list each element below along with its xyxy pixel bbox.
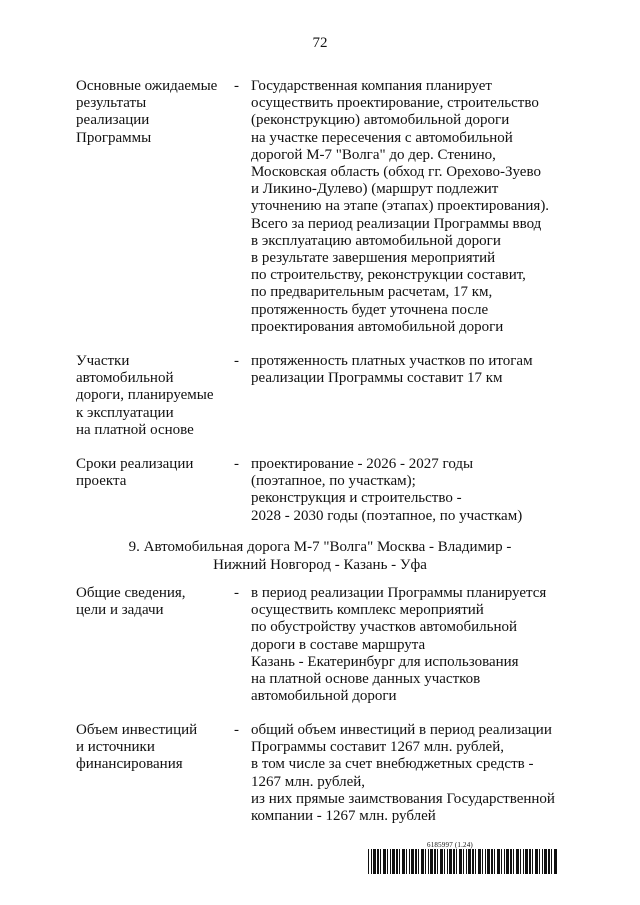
row-label (76, 456, 226, 490)
label-line: Сроки реализации (76, 456, 194, 472)
label-line: на платной основе (76, 421, 194, 438)
row-text (251, 78, 571, 336)
text-line: общий объем инвестиций в период реализации (251, 722, 552, 738)
row-dash: - (234, 353, 239, 369)
text-line: уточнению на этапе (этапах) проектирования). (251, 198, 550, 215)
label-line: Основные ожидаемые (76, 78, 218, 94)
text-line: реализации Программы составит 17 км (251, 370, 503, 387)
label-line: финансирования (76, 756, 183, 773)
text-line: 1267 млн. рублей, (251, 773, 366, 790)
text-line: по обустройству участков автомобильной (251, 619, 518, 636)
row-label (76, 353, 226, 439)
label-line: реализации (76, 112, 150, 129)
row-dash: - (234, 78, 239, 94)
text-line: в том числе за счет внебюджетных средств - (251, 756, 534, 773)
text-line: 2028 - 2030 годы (поэтапное, по участкам) (251, 507, 523, 524)
label-line: Участки (76, 353, 130, 369)
text-line: реконструкция и строительство - (251, 490, 462, 507)
label-line: и источники (76, 739, 155, 756)
text-line: протяженность будет уточнена после (251, 301, 489, 318)
row-dash: - (234, 585, 239, 601)
text-line: Государственная компания планирует (251, 78, 492, 94)
label-line: Общие сведения, (76, 585, 186, 601)
page-number: 72 (312, 35, 328, 51)
row-label (76, 78, 226, 147)
row-text (251, 585, 571, 705)
text-line: в результате завершения мероприятий (251, 250, 496, 267)
text-line: Всего за период реализации Программы ввод (251, 215, 542, 232)
text-line: Казань - Екатеринбург для использования (251, 653, 519, 670)
heading-line: 9. Автомобильная дорога М-7 "Волга" Москва - Владимир - (128, 539, 512, 555)
label-line: дороги, планируемые (76, 387, 214, 404)
row-text (251, 722, 571, 825)
text-line: дорогой М-7 "Волга" до дер. Стенино, (251, 146, 496, 163)
text-line: осуществить проектирование, строительство (251, 95, 539, 112)
text-line: из них прямые заимствования Государственной (251, 790, 555, 807)
text-line: Московская область (обход гг. Орехово-Зуево (251, 164, 541, 181)
row-label (76, 722, 226, 774)
text-line: в период реализации Программы планируется (251, 585, 547, 601)
row-text (251, 353, 571, 387)
text-line: компании - 1267 млн. рублей (251, 808, 436, 825)
label-line: Объем инвестиций (76, 722, 198, 738)
text-line: по предварительным расчетам, 17 км, (251, 284, 493, 301)
row-dash: - (234, 722, 239, 738)
barcode-icon (368, 849, 560, 874)
heading-line: Нижний Новгород - Казань - Уфа (213, 556, 427, 573)
text-line: и Ликино-Дулево) (маршрут подлежит (251, 181, 499, 198)
text-line: протяженность платных участков по итогам (251, 353, 533, 369)
text-line: (реконструкцию) автомобильной дороги (251, 112, 510, 129)
text-line: по строительству, реконструкции составит, (251, 267, 526, 284)
text-line: проектирование - 2026 - 2027 годы (251, 456, 474, 472)
text-line: на участке пересечения с автомобильной (251, 129, 513, 146)
row-label (76, 585, 226, 619)
text-line: на платной основе данных участков (251, 671, 481, 688)
label-line: Программы (76, 129, 152, 146)
text-line: дороги в составе маршрута (251, 636, 426, 653)
label-line: цели и задачи (76, 602, 164, 619)
text-line: проектирования автомобильной дороги (251, 318, 504, 335)
document-code: 6185997 (1.24) (427, 841, 473, 849)
section-heading (0, 539, 640, 574)
text-line: в эксплуатацию автомобильной дороги (251, 232, 501, 249)
label-line: автомобильной (76, 370, 174, 387)
text-line: осуществить комплекс мероприятий (251, 602, 484, 619)
text-line: (поэтапное, по участкам); (251, 473, 416, 490)
row-text (251, 456, 571, 525)
label-line: к эксплуатации (76, 404, 174, 421)
text-line: Программы составит 1267 млн. рублей, (251, 739, 504, 756)
label-line: результаты (76, 95, 147, 112)
row-dash: - (234, 456, 239, 472)
text-line: автомобильной дороги (251, 688, 397, 705)
label-line: проекта (76, 473, 127, 490)
